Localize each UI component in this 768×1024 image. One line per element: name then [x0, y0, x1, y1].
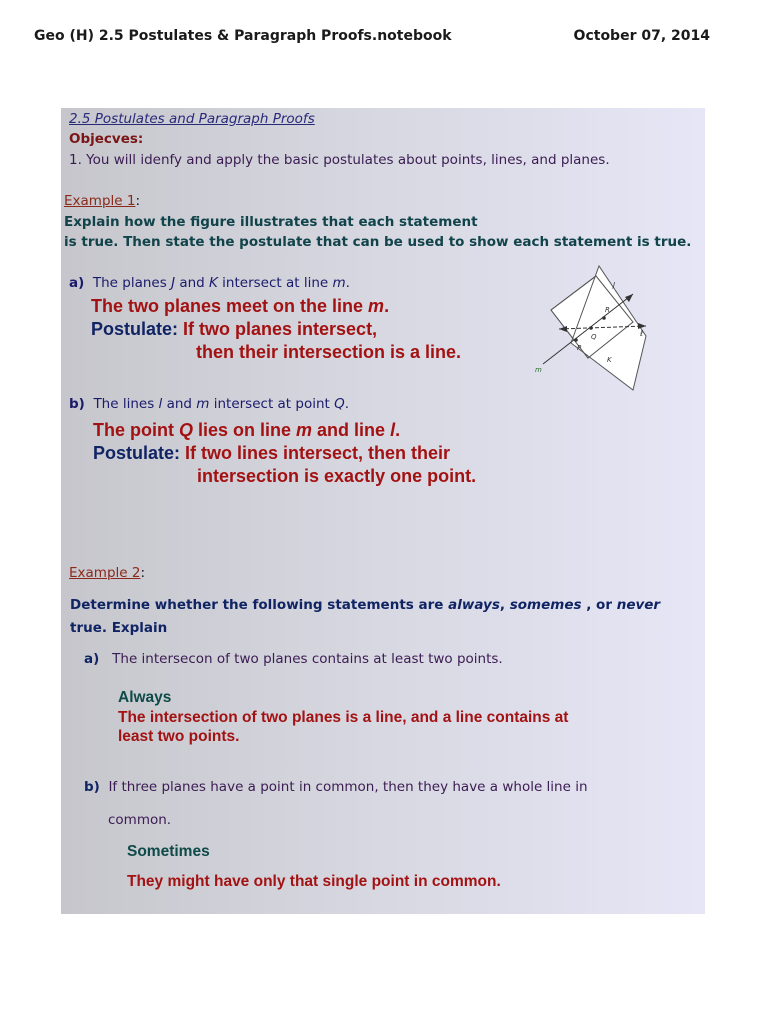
example1-b-statement: [69, 396, 349, 412]
stmt-var-j: J: [171, 275, 176, 291]
line-l-arrowhead-left: [559, 326, 567, 332]
stmt-var-l: l: [158, 396, 163, 412]
stmt-var-m: m: [332, 275, 346, 291]
postulate-label: Postulate:: [93, 443, 181, 463]
stmt-text: The planes: [92, 275, 172, 291]
answer-text: lies on line: [193, 420, 297, 440]
line-m-arrowhead: [625, 294, 633, 302]
stmt-text: .: [344, 396, 350, 412]
example1-a-label: a): [69, 275, 85, 291]
stmt-text: The intersecon of two planes contains at least two points.: [112, 651, 503, 667]
example1-b-postulate: [93, 443, 450, 464]
example1-a-answer: [91, 296, 389, 317]
answer-text: .: [384, 296, 390, 316]
stmt-text: intersect at point: [209, 396, 335, 412]
notebook-title: Geo (H) 2.5 Postulates & Paragraph Proofs.notebook: [34, 28, 452, 44]
prompt-sometimes: somemes: [509, 597, 582, 613]
stmt-text: and: [162, 396, 197, 412]
example1-a-postulate-line2: then their intersection is a line.: [196, 342, 462, 362]
answer-var-m: m: [296, 420, 313, 440]
example2-b-label: b): [84, 779, 100, 795]
label-j: J: [613, 281, 616, 289]
label-q: Q: [591, 333, 597, 341]
example2-prompt: [70, 597, 660, 613]
answer-var-q: Q: [178, 420, 193, 440]
answer-text: The two planes meet on the line: [91, 296, 369, 316]
postulate-text: If two planes intersect,: [178, 319, 378, 339]
notebook-page: [61, 108, 705, 914]
page-title: 2.5 Postulates and Paragraph Proofs: [69, 111, 315, 127]
point-r: [602, 316, 606, 320]
prompt-text: Determine whether the following statements are: [70, 597, 449, 613]
prompt-text: ,: [499, 597, 510, 613]
answer-text: and line: [312, 420, 391, 440]
stmt-text: intersect at line: [217, 275, 333, 291]
notebook-date: October 07, 2014: [573, 28, 710, 44]
example1-prompt-line2: is true. Then state the postulate that can be used to show each statement is true.: [64, 234, 692, 250]
stmt-var-q: Q: [334, 396, 345, 412]
objective-1: 1. You will idenfy and apply the basic postulates about points, lines, and planes.: [69, 152, 610, 168]
example2-a-verdict: Always: [118, 689, 172, 706]
objectives-label: Objecves:: [69, 131, 144, 147]
prompt-always: always: [448, 597, 500, 613]
example2-a-statement: [84, 651, 503, 667]
stmt-text: .: [345, 275, 350, 291]
example2-colon: :: [140, 565, 146, 581]
plane-j: [571, 266, 646, 390]
answer-text: .: [395, 420, 401, 440]
example2-b-verdict: Sometimes: [127, 843, 210, 860]
example1-b-label: b): [69, 396, 85, 412]
example1-label: Example 1: [64, 193, 136, 209]
prompt-never: never: [616, 597, 661, 613]
example1-a-statement: [69, 275, 350, 291]
example1-prompt-line1: Explain how the figure illustrates that each statement: [64, 214, 478, 230]
example1-a-postulate: [91, 319, 377, 340]
postulate-text: If two lines intersect, then their: [180, 443, 451, 463]
stmt-var-m: m: [196, 396, 210, 412]
example2-b-statement: [84, 779, 588, 795]
example1-b-answer: [93, 420, 400, 441]
example1-b-postulate-line2: intersection is exactly one point.: [197, 466, 477, 486]
answer-var-m: m: [368, 296, 385, 316]
example2-heading: [69, 565, 145, 581]
example2-b-explanation: They might have only that single point in common.: [127, 873, 501, 890]
intersecting-planes-figure: [521, 258, 651, 392]
example1-colon: :: [135, 193, 141, 209]
example2-label: Example 2: [69, 565, 141, 581]
label-l: ℓ: [640, 329, 644, 338]
label-m: m: [535, 366, 542, 374]
point-q: [589, 326, 593, 330]
prompt-text: , or: [581, 597, 617, 613]
answer-var-l: l: [390, 420, 396, 440]
postulate-label: Postulate:: [91, 319, 179, 339]
label-p: P: [577, 344, 582, 352]
example1-heading: [64, 193, 140, 209]
point-p: [574, 338, 578, 342]
example2-b-statement-line2: common.: [108, 812, 172, 828]
stmt-var-k: K: [209, 275, 218, 291]
example2-a-explanation-line2: least two points.: [118, 728, 240, 745]
example2-a-label: a): [84, 651, 100, 667]
stmt-text: The lines: [93, 396, 159, 412]
answer-text: The point: [93, 420, 179, 440]
label-r: R: [605, 306, 610, 314]
example2-a-explanation-line1: The intersection of two planes is a line, and a line contains at: [118, 709, 569, 726]
stmt-text: and: [175, 275, 210, 291]
stmt-text: If three planes have a point in common, then they have a whole line in: [108, 779, 588, 795]
label-k: K: [607, 356, 612, 364]
example2-prompt-line2: true. Explain: [70, 620, 168, 636]
